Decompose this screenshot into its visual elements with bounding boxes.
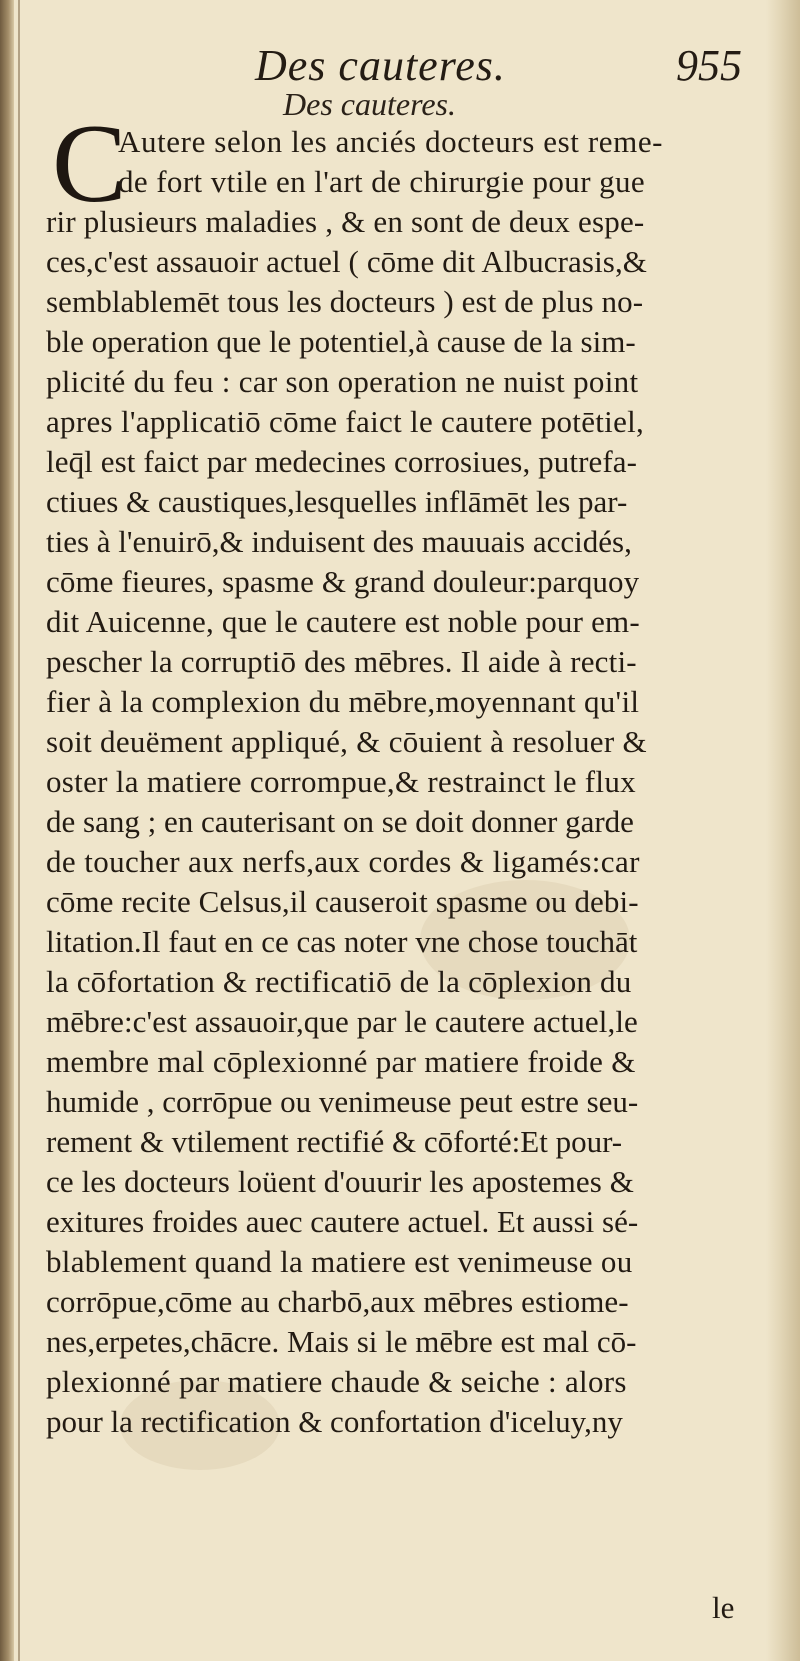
text-line: Autere selon les anciés docteurs est reme-	[118, 124, 664, 159]
text-line: ble operation que le potentiel,à cause de la sim-	[46, 324, 636, 359]
text-line: nes,erpetes,chācre. Mais si le mēbre est mal cō-	[46, 1324, 637, 1359]
text-line: humide , corrōpue ou venimeuse peut estre seu-	[46, 1084, 639, 1119]
text-line: ce les docteurs loüent d'ouurir les apostemes &	[46, 1164, 634, 1199]
text-line: mēbre:c'est assauoir,que par le cautere actuel,le	[46, 1004, 638, 1039]
text-line: rement & vtilement rectifié & cōforté:Et pour-	[46, 1124, 623, 1159]
text-line: pescher la corruptiō des mēbres. Il aide à recti-	[46, 644, 637, 679]
text-line: exitures froides auec cautere actuel. Et aussi sé-	[46, 1204, 639, 1239]
page-number: 955	[676, 41, 742, 90]
text-line: fier à la complexion du mēbre,moyennant qu'il	[46, 684, 640, 719]
text-line: pour la rectification & confortation d'iceluy,ny	[46, 1404, 623, 1439]
drop-cap: C	[52, 102, 127, 226]
text-line: plicité du feu : car son operation ne nuist point	[46, 364, 639, 399]
text-line: cōme fieures, spasme & grand douleur:parquoy	[46, 564, 640, 599]
text-line: membre mal cōplexionné par matiere froide &	[46, 1044, 636, 1079]
text-line: de toucher aux nerfs,aux cordes & ligamés:car	[46, 844, 640, 879]
text-line: de sang ; en cauterisant on se doit donner garde	[46, 804, 634, 839]
text-line: cōme recite Celsus,il causeroit spasme ou debi-	[46, 884, 639, 919]
gutter-shadow-line	[18, 0, 20, 1661]
text-line: apres l'applicatiō cōme faict le cautere potētiel,	[46, 404, 645, 439]
text-line: la cōfortation & rectificatiō de la cōplexion du	[46, 964, 632, 999]
catchword: le	[712, 1590, 735, 1625]
text-line: ctiues & caustiques,lesquelles inflāmēt les par-	[46, 484, 628, 519]
text-line: ces,c'est assauoir actuel ( cōme dit Albucrasis,&	[46, 244, 648, 279]
text-line: blablement quand la matiere est venimeuse ou	[46, 1244, 633, 1279]
text-line: semblablemēt tous les docteurs ) est de plus no-	[46, 284, 644, 319]
section-title: Des cauteres.	[283, 86, 456, 122]
text-line: dit Auicenne, que le cautere est noble pour em-	[46, 604, 640, 639]
text-line: oster la matiere corrompue,& restrainct le flux	[46, 764, 636, 799]
text-line: plexionné par matiere chaude & seiche : alors	[46, 1364, 627, 1399]
text-line: leq̄l est faict par medecines corrosiues, putrefa-	[46, 444, 638, 479]
page-edge	[766, 0, 800, 1661]
binding-gutter	[0, 0, 14, 1661]
text-line: rir plusieurs maladies , & en sont de deux espe-	[46, 204, 645, 239]
text-line: corrōpue,cōme au charbō,aux mēbres estiome-	[46, 1284, 629, 1319]
text-line: de fort vtile en l'art de chirurgie pour gue	[118, 164, 646, 199]
text-line: litation.Il faut en ce cas noter vne chose touchāt	[46, 924, 638, 959]
running-head: Des cauteres.	[255, 41, 506, 90]
text-line: ties à l'enuirō,& induisent des mauuais accidés,	[46, 524, 632, 559]
text-line: soit deuëment appliqué, & cōuient à resoluer &	[46, 724, 647, 759]
